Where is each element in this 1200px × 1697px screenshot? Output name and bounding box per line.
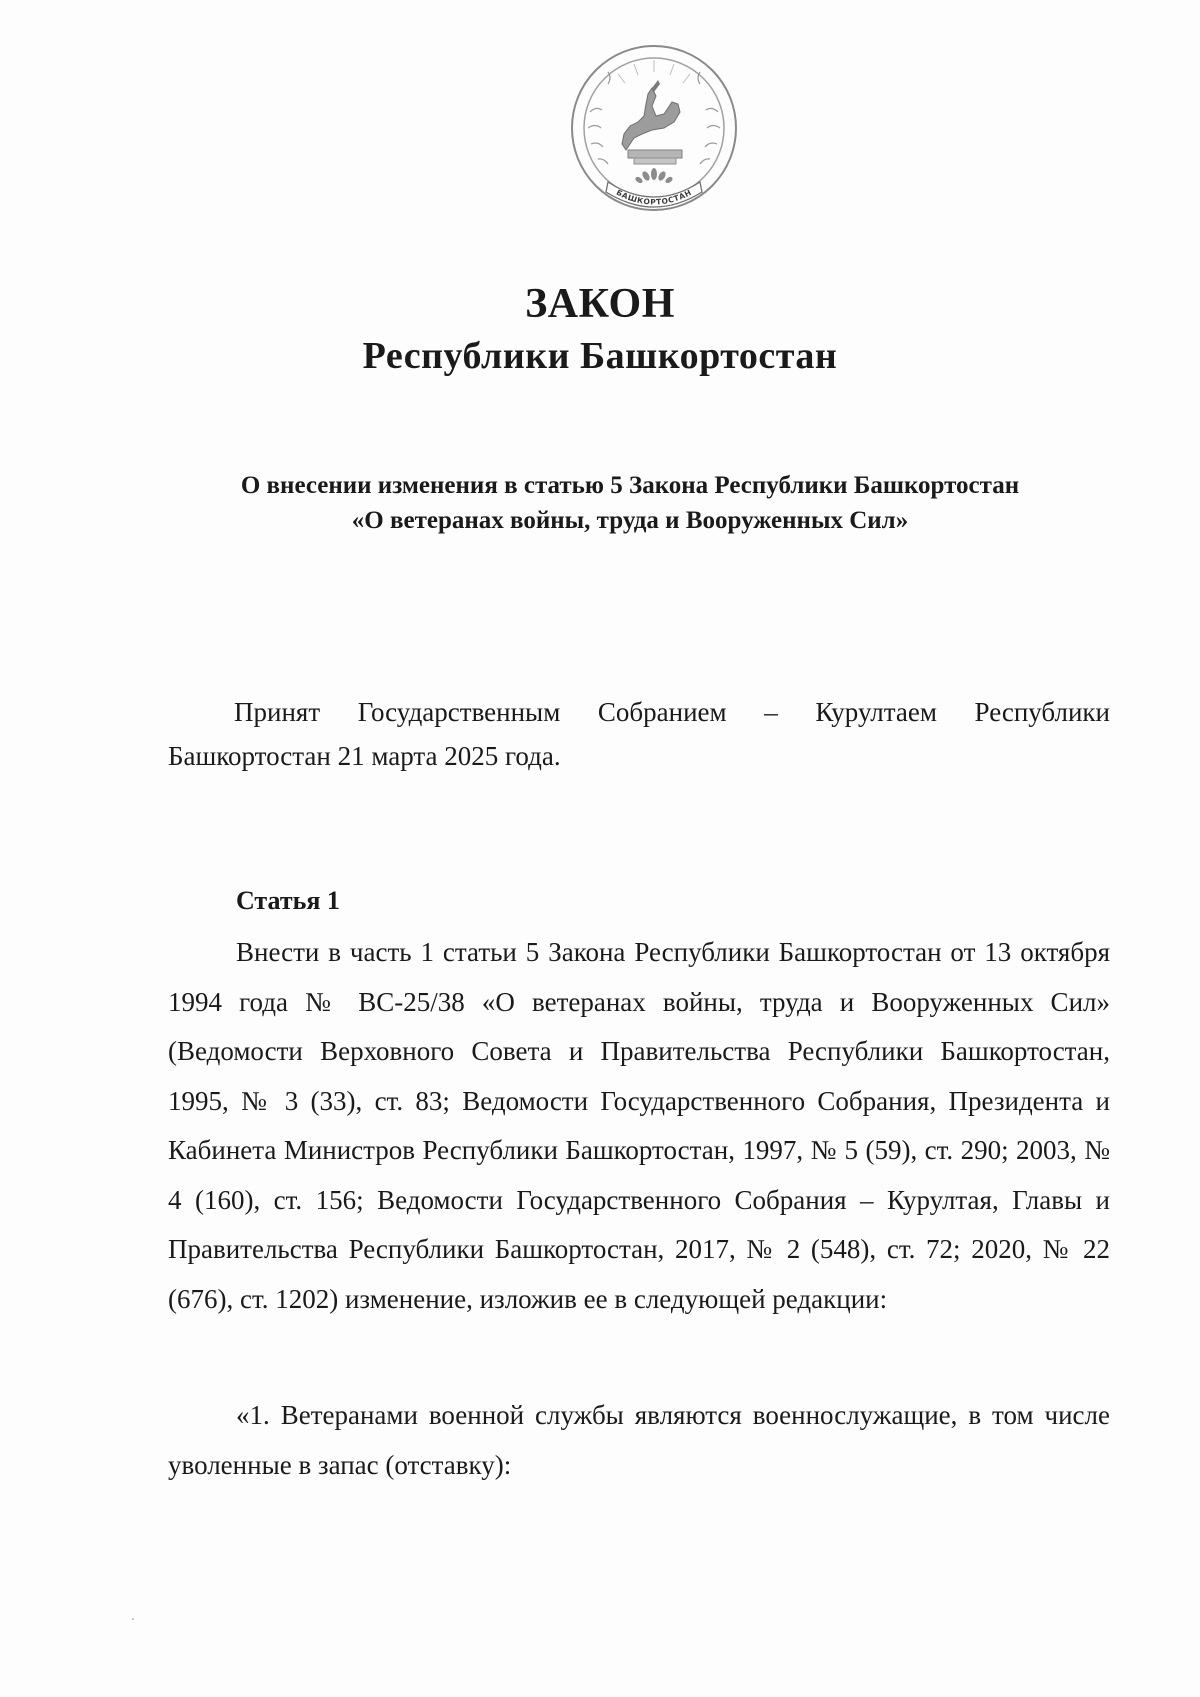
article-body-paragraph: Внести в часть 1 статьи 5 Закона Республики Башкортостан от 13 октября 1994 года № ВС-25/38 «О ветеранах войны, труда и Вооруженных Сил» (Ведомости Верховного Совета и Правительства Республики Башкортостан, 1995, № 3 (33), ст. 83; Ведомости Государственного Собрания, Президента и Кабинета Министров Республики Башкортостан, 1997, № 5 (59), ст. 290; 2003, № 4 (160), ст. 156; Ведомости Государственного Собрания – Курултая, Главы и Правительства Республики Башкортостан, 2017, № 2 (548), ст. 72; 2020, № 22 (676), ст. 1202) изменение, изложив ее в следующей редакции: <box>168 937 1110 1314</box>
adoption-statement: Принят Государственным Собранием – Курултаем Республики Башкортостан 21 марта 2025 года. <box>168 697 1110 771</box>
emblem-ribbon-text: БАШКОРТОСТАН <box>614 187 694 207</box>
article-quoted-paragraph: «1. Ветеранами военной службы являются военнослужащие, в том числе уволенные в запас (отставку): <box>168 1400 1110 1480</box>
document-title: ЗАКОН <box>525 281 675 327</box>
article-heading: Статья 1 <box>236 886 340 915</box>
document-subtitle: Республики Башкортостан <box>362 335 838 377</box>
law-subject-line-1: О внесении изменения в статью 5 Закона Республики Башкортостан <box>240 472 1020 499</box>
bashkortostan-coat-of-arms-icon <box>568 42 740 214</box>
coat-of-arms-emblem <box>568 42 740 214</box>
law-subject-line-2: «О ветеранах войны, труда и Вооруженных Сил» <box>351 507 909 534</box>
scan-speck <box>132 1618 134 1620</box>
